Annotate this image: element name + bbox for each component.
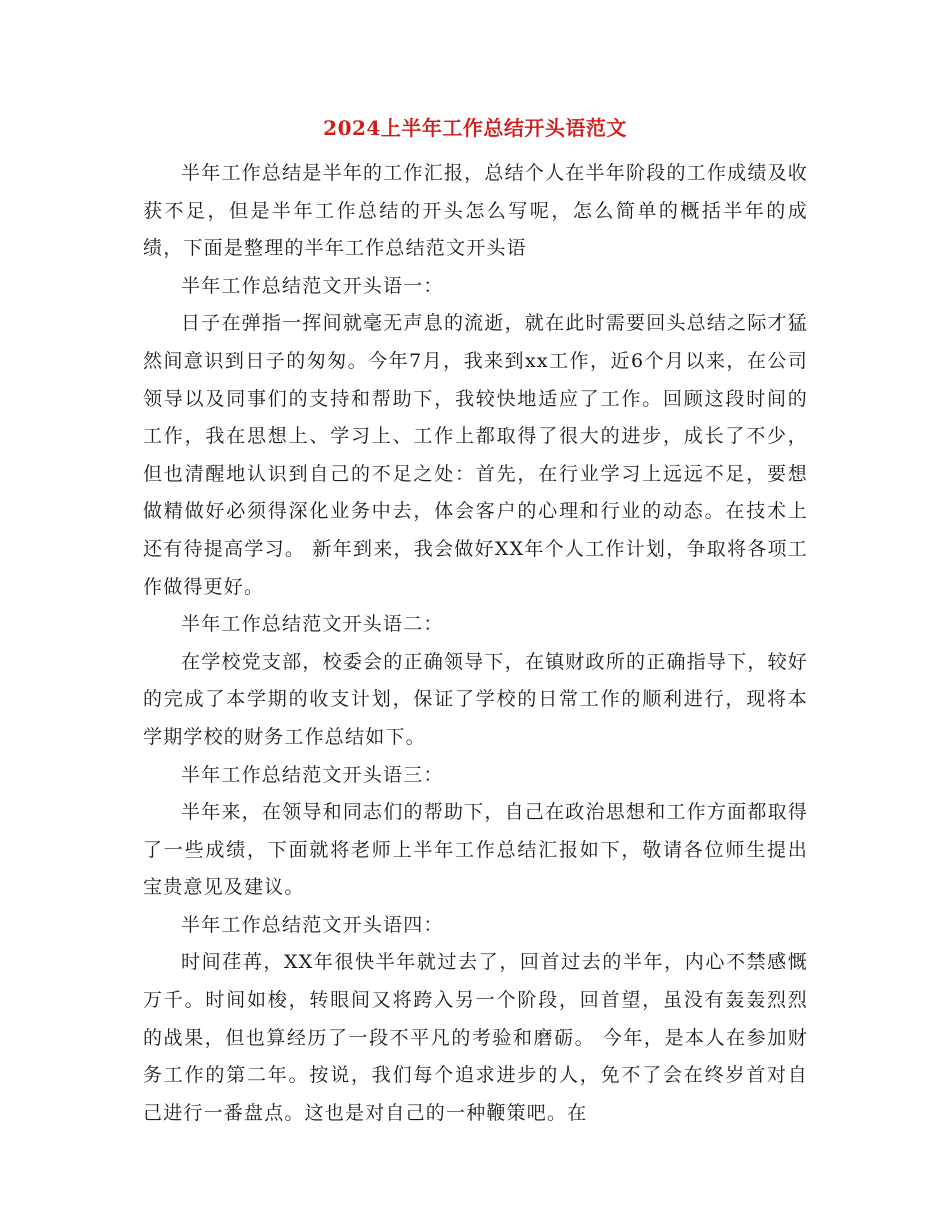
section-heading-one: 半年工作总结范文开头语一： <box>181 274 444 297</box>
document-title: 2024上半年工作总结开头语范文 <box>323 116 627 140</box>
section-paragraph-two: 在学校党支部，校委会的正确领导下，在镇财政所的正确指导下，较好的完成了本学期的收支计划，保证了学校的日常工作的顺利进行，现将本学期学校的财务工作总结如下。 <box>143 650 808 748</box>
section-heading-two: 半年工作总结范文开头语二： <box>181 613 444 636</box>
section-heading-four: 半年工作总结范文开头语四： <box>181 913 444 936</box>
section-paragraph-four: 时间荏苒，XX年很快半年就过去了，回首过去的半年，内心不禁感慨万千。时间如梭，转眼间又将跨入另一个阶段，回首望，虽没有轰轰烈烈的战果，但也算经历了一段不平凡的考验和磨砺。 今年，是本人在参加财务工作的第二年。按说，我们每个追求进步的人，免不了会在终岁首对自己进行一番盘点。这也是对自己的一种鞭策吧。在 <box>143 951 808 1124</box>
document-body <box>143 155 808 1132</box>
section-paragraph-three: 半年来，在领导和同志们的帮助下，自己在政治思想和工作方面都取得了一些成绩，下面就将老师上半年工作总结汇报如下，敬请各位师生提出宝贵意见及建议。 <box>143 801 808 899</box>
section-heading-three: 半年工作总结范文开头语三： <box>181 763 444 786</box>
section-paragraph-one: 日子在弹指一挥间就毫无声息的流逝，就在此时需要回头总结之际才猛然间意识到日子的匆匆。今年7月，我来到xx工作，近6个月以来，在公司领导以及同事们的支持和帮助下，我较快地适应了工作。回顾这段时间的工作，我在思想上、学习上、工作上都取得了很大的进步，成长了不少，但也清醒地认识到自己的不足之处：首先，在行业学习上远远不足，要想做精做好必须得深化业务中去，体会客户的心理和行业的动态。在技术上还有待提高学习。 新年到来，我会做好XX年个人工作计划，争取将各项工作做得更好。 <box>143 312 808 598</box>
intro-paragraph: 半年工作总结是半年的工作汇报，总结个人在半年阶段的工作成绩及收获不足，但是半年工作总结的开头怎么写呢，怎么简单的概括半年的成绩，下面是整理的半年工作总结范文开头语 <box>143 162 808 260</box>
